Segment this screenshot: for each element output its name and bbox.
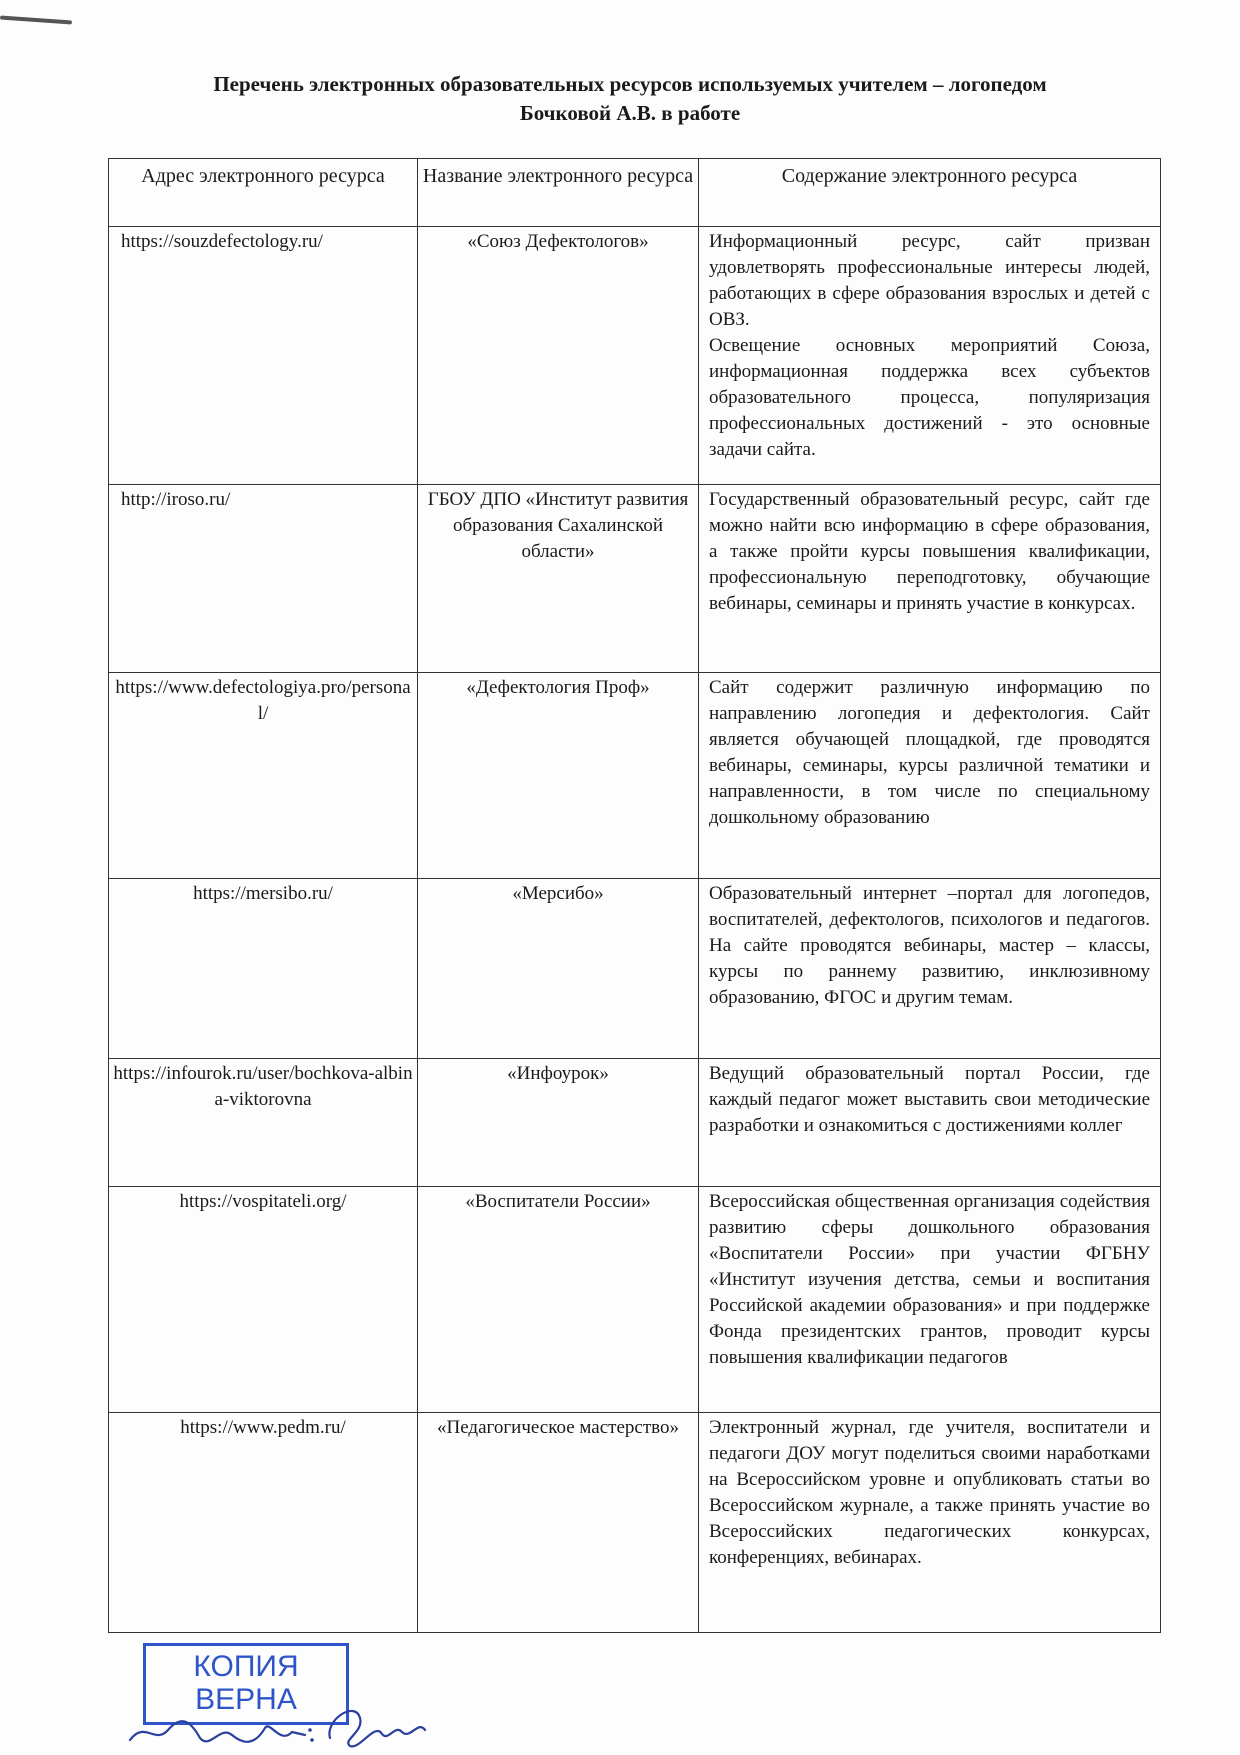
row-description: Государственный образовательный ресурс, сайт где можно найти всю информацию в сфере образования, а также пройти курсы повышения квалификации, профессиональную переподготовку, обучающие вебинары, семинары и принять участие в конкурсах. bbox=[699, 485, 1161, 673]
header-name: Название электронного ресурса bbox=[418, 159, 699, 227]
row-description: Сайт содержит различную информацию по направлению логопедия и дефектология. Сайт является обучающей площадкой, где проводятся вебинары, семинары, курсы различной тематики и направленности, в том числе по специальному дошкольному образованию bbox=[699, 673, 1161, 879]
row-name: «Педагогическое мастерство» bbox=[418, 1413, 699, 1633]
row-name: ГБОУ ДПО «Институт развития образования Сахалинской области» bbox=[418, 485, 699, 673]
table-row bbox=[109, 1413, 1161, 1633]
row-name: «Воспитатели России» bbox=[418, 1187, 699, 1413]
resources-table bbox=[108, 158, 1161, 1633]
row-name: «Инфоурок» bbox=[418, 1059, 699, 1187]
row-address: https://mersibo.ru/ bbox=[109, 879, 418, 1059]
row-address: http://iroso.ru/ bbox=[109, 485, 418, 673]
row-address: https://vospitateli.org/ bbox=[109, 1187, 418, 1413]
document-title bbox=[100, 70, 1160, 128]
table-row bbox=[109, 1059, 1161, 1187]
table-row bbox=[109, 673, 1161, 879]
row-description: Электронный журнал, где учителя, воспитатели и педагоги ДОУ могут поделиться своими наработками на Всероссийском уровне и опубликовать статьи во Всероссийском журнале, а также принять участие во Всероссийских педагогических конкурсах, конференциях, вебинарах. bbox=[699, 1413, 1161, 1633]
row-name: «Мерсибо» bbox=[418, 879, 699, 1059]
table-header-row bbox=[109, 159, 1161, 227]
row-description: Образовательный интернет –портал для логопедов, воспитателей, дефектологов, психологов и педагогов. На сайте проводятся вебинары, мастер – классы, курсы по раннему развитию, инклюзивному образованию, ФГОС и другим темам. bbox=[699, 879, 1161, 1059]
row-description: Всероссийская общественная организация содействия развитию сферы дошкольного образования «Воспитатели России» при участии ФГБНУ «Институт изучения детства, семьи и воспитания Российской академии образования» и при поддержке Фонда президентских грантов, проводит курсы повышения квалификации педагогов bbox=[699, 1187, 1161, 1413]
row-address: https://www.defectologiya.pro/personal/ bbox=[109, 673, 418, 879]
row-name: «Союз Дефектологов» bbox=[418, 227, 699, 485]
row-address: https://souzdefectology.ru/ bbox=[109, 227, 418, 485]
table-row bbox=[109, 1187, 1161, 1413]
scan-edge-mark bbox=[0, 15, 72, 24]
title-line-2: Бочковой А.В. в работе bbox=[519, 101, 741, 125]
handwritten-signature bbox=[120, 1690, 500, 1752]
row-description: Ведущий образовательный портал России, где каждый педагог может выставить свои методические разработки и ознакомиться с достижениями коллег bbox=[699, 1059, 1161, 1187]
table-row bbox=[109, 879, 1161, 1059]
title-line-1: Перечень электронных образовательных ресурсов используемых учителем – логопедом bbox=[213, 72, 1047, 96]
header-address: Адрес электронного ресурса bbox=[109, 159, 418, 227]
stamp-line-2: ВЕРНА bbox=[195, 1683, 297, 1716]
table-row bbox=[109, 227, 1161, 485]
row-name: «Дефектология Проф» bbox=[418, 673, 699, 879]
row-description-part: Освещение основных мероприятий Союза, информационная поддержка всех субъектов образовательного процесса, популяризация профессиональных достижений - это основные задачи сайта. bbox=[709, 335, 1150, 460]
row-address: https://infourok.ru/user/bochkova-albina-viktorovna bbox=[109, 1059, 418, 1187]
header-description: Содержание электронного ресурса bbox=[699, 159, 1161, 227]
stamp-line-1: КОПИЯ bbox=[193, 1650, 299, 1683]
row-address: https://www.pedm.ru/ bbox=[109, 1413, 418, 1633]
row-description bbox=[699, 227, 1161, 485]
table-row bbox=[109, 485, 1161, 673]
row-description-part: Информационный ресурс, сайт призван удовлетворять профессиональные интересы людей, работающих в сфере образования взрослых и детей с ОВЗ. bbox=[709, 231, 1150, 330]
